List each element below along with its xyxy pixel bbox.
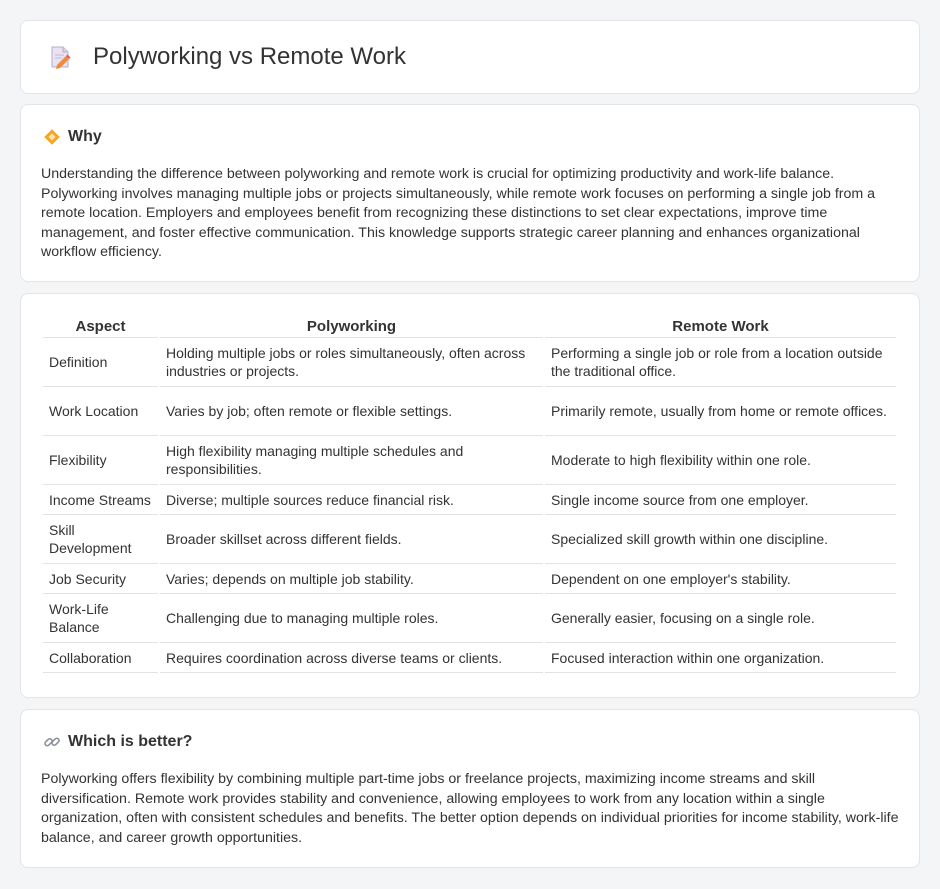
row-aspect: Collaboration: [43, 643, 158, 673]
why-text: Understanding the difference between polyworking and remote work is crucial for optimizing productivity and work-life balance. Polyworking involves managing multiple jobs or projects simultaneously, while remote work focuses on performing a single job from a remote location. Employers and employees benefit from recognizing these distinctions to set clear expectations, improve time management, and foster effective communication. This knowledge supports strategic career planning and enhances organizational workflow efficiency.: [41, 166, 876, 261]
row-remote-work: Dependent on one employer's stability.: [545, 564, 896, 594]
why-heading: Why: [68, 128, 102, 145]
table-row: [43, 387, 896, 436]
row-aspect: Skill Development: [43, 515, 158, 564]
comparison-table: [41, 316, 898, 673]
row-polyworking: Requires coordination across diverse teams or clients.: [160, 643, 543, 673]
table-row: [43, 594, 896, 643]
row-remote-work: Specialized skill growth within one discipline.: [545, 515, 896, 564]
row-polyworking: Varies; depends on multiple job stability.: [160, 564, 543, 594]
header-polyworking: Polyworking: [160, 316, 543, 338]
header-aspect: Aspect: [43, 316, 158, 338]
diamond-icon: [43, 128, 61, 146]
which-better-text: Polyworking offers flexibility by combining multiple part-time jobs or freelance projects, maximizing income streams and skill diversification. Remote work provides stability and convenience, allowing employees to work from any location within a single organization, often with consistent schedules and benefits. The better option depends on individual priorities for income stability, work-life balance, and career growth opportunities.: [41, 771, 899, 846]
which-better-heading: Which is better?: [68, 733, 193, 750]
row-remote-work: Primarily remote, usually from home or remote offices.: [545, 387, 896, 436]
table-row: [43, 485, 896, 515]
title-card: [20, 20, 920, 94]
row-remote-work: Performing a single job or role from a location outside the traditional office.: [545, 338, 896, 387]
table-header-row: [43, 316, 896, 338]
row-aspect: Income Streams: [43, 485, 158, 515]
row-polyworking: Holding multiple jobs or roles simultaneously, often across industries or projects.: [160, 338, 543, 387]
table-row: [43, 436, 896, 485]
table-row: [43, 515, 896, 564]
row-polyworking: Diverse; multiple sources reduce financial risk.: [160, 485, 543, 515]
which-better-card: [20, 709, 920, 868]
row-remote-work: Generally easier, focusing on a single role.: [545, 594, 896, 643]
header-remote-work: Remote Work: [545, 316, 896, 338]
row-aspect: Work-Life Balance: [43, 594, 158, 643]
document-pencil-icon: [47, 44, 73, 70]
table-row: [43, 564, 896, 594]
row-polyworking: Challenging due to managing multiple roles.: [160, 594, 543, 643]
row-polyworking: High flexibility managing multiple schedules and responsibilities.: [160, 436, 543, 485]
table-row: [43, 338, 896, 387]
row-polyworking: Broader skillset across different fields.: [160, 515, 543, 564]
row-aspect: Definition: [43, 338, 158, 387]
why-card: [20, 104, 920, 282]
comparison-card: [20, 293, 920, 698]
page-title: Polyworking vs Remote Work: [93, 43, 406, 70]
table-row: [43, 643, 896, 673]
row-polyworking: Varies by job; often remote or flexible settings.: [160, 387, 543, 436]
link-icon: [43, 733, 61, 751]
row-aspect: Job Security: [43, 564, 158, 594]
row-remote-work: Moderate to high flexibility within one role.: [545, 436, 896, 485]
row-remote-work: Focused interaction within one organization.: [545, 643, 896, 673]
row-aspect: Flexibility: [43, 436, 158, 485]
row-aspect: Work Location: [43, 387, 158, 436]
row-remote-work: Single income source from one employer.: [545, 485, 896, 515]
